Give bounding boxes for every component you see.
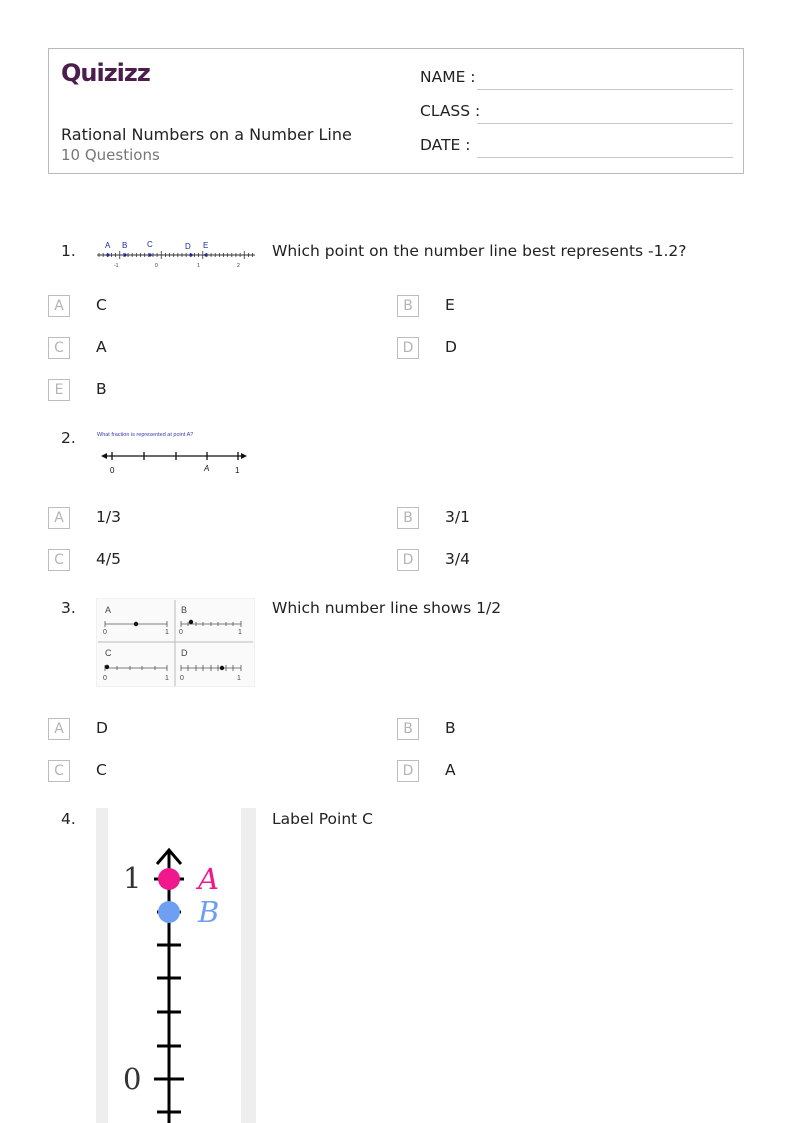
question-4-number: 4. [61, 810, 76, 828]
q1-label-d: D [185, 242, 191, 251]
question-3-number: 3. [61, 599, 76, 617]
q2-option-b[interactable]: 3/1 [445, 508, 470, 526]
q1-option-a-letter[interactable]: A [48, 295, 70, 317]
q3-a-one: 1 [165, 629, 169, 636]
question-1-text: Which point on the number line best represents -1.2? [272, 242, 687, 260]
q4-one-label: 1 [123, 861, 142, 895]
question-2-number: 2. [61, 429, 76, 447]
q3-c-zero: 0 [103, 675, 107, 682]
name-label: NAME : [420, 68, 476, 86]
q3-d-zero: 0 [180, 675, 184, 682]
q3-b-zero: 0 [179, 629, 183, 636]
q2-point-a: A [204, 464, 210, 473]
brand-wordmark: Quizizz [61, 59, 150, 87]
q1-label-c: C [147, 240, 153, 249]
q3-panel-c-label: C [105, 648, 112, 658]
q1-tick-0: 0 [155, 263, 158, 269]
q1-option-c[interactable]: A [96, 338, 107, 356]
q2-one: 1 [235, 466, 240, 475]
q1-tick-neg1: -1 [114, 263, 119, 269]
class-line[interactable] [477, 123, 733, 124]
q1-label-e: E [203, 241, 209, 250]
q2-zero: 0 [110, 466, 115, 475]
q3-b-one: 1 [238, 629, 242, 636]
q2-option-d-letter[interactable]: D [397, 549, 419, 571]
q1-label-a: A [105, 241, 111, 250]
q1-option-a[interactable]: C [96, 296, 107, 314]
question-count: 10 Questions [61, 146, 160, 164]
q3-option-c[interactable]: C [96, 761, 107, 779]
q3-panel-a-label: A [105, 605, 112, 615]
q2-option-c[interactable]: 4/5 [96, 550, 121, 568]
q1-option-b-letter[interactable]: B [397, 295, 419, 317]
q2-option-b-letter[interactable]: B [397, 507, 419, 529]
q3-panel-d-label: D [181, 648, 188, 658]
q1-option-d-letter[interactable]: D [397, 337, 419, 359]
q3-d-one: 1 [237, 675, 241, 682]
worksheet-header [48, 48, 744, 174]
q3-option-a-letter[interactable]: A [48, 718, 70, 740]
q1-option-d[interactable]: D [445, 338, 457, 356]
q2-option-a[interactable]: 1/3 [96, 508, 121, 526]
question-3-text: Which number line shows 1/2 [272, 599, 502, 617]
q4-point-a-label: A [198, 862, 219, 896]
q4-zero-label: 0 [123, 1062, 142, 1096]
name-line[interactable] [477, 89, 733, 90]
q3-option-d-letter[interactable]: D [397, 760, 419, 782]
q1-tick-1: 1 [197, 263, 200, 269]
q2-option-a-letter[interactable]: A [48, 507, 70, 529]
q1-option-b[interactable]: E [445, 296, 455, 314]
worksheet-title: Rational Numbers on a Number Line [61, 125, 352, 144]
q2-option-c-letter[interactable]: C [48, 549, 70, 571]
q3-c-one: 1 [165, 675, 169, 682]
q1-option-e[interactable]: B [96, 380, 107, 398]
q2-option-d[interactable]: 3/4 [445, 550, 470, 568]
q4-point-b-label: B [198, 895, 220, 929]
question-1-number: 1. [61, 242, 76, 260]
q3-option-c-letter[interactable]: C [48, 760, 70, 782]
q3-option-d[interactable]: A [445, 761, 456, 779]
q3-option-b[interactable]: B [445, 719, 456, 737]
q1-option-c-letter[interactable]: C [48, 337, 70, 359]
question-3-figure [96, 598, 256, 688]
class-label: CLASS : [420, 102, 481, 120]
date-label: DATE : [420, 136, 471, 154]
question-1-figure [95, 238, 257, 270]
q3-option-a[interactable]: D [96, 719, 108, 737]
q2-caption: What fraction is represented at point A? [97, 432, 194, 438]
q1-tick-2: 2 [237, 263, 240, 269]
question-2-figure [95, 426, 255, 480]
q3-option-b-letter[interactable]: B [397, 718, 419, 740]
q1-option-e-letter[interactable]: E [48, 379, 70, 401]
q3-panel-b-label: B [181, 605, 188, 615]
q3-a-zero: 0 [103, 629, 107, 636]
quizizz-logo [61, 59, 153, 91]
question-4-text: Label Point C [272, 810, 373, 828]
q1-label-b: B [122, 241, 128, 250]
question-4-figure [96, 808, 256, 1123]
date-line[interactable] [477, 157, 733, 158]
